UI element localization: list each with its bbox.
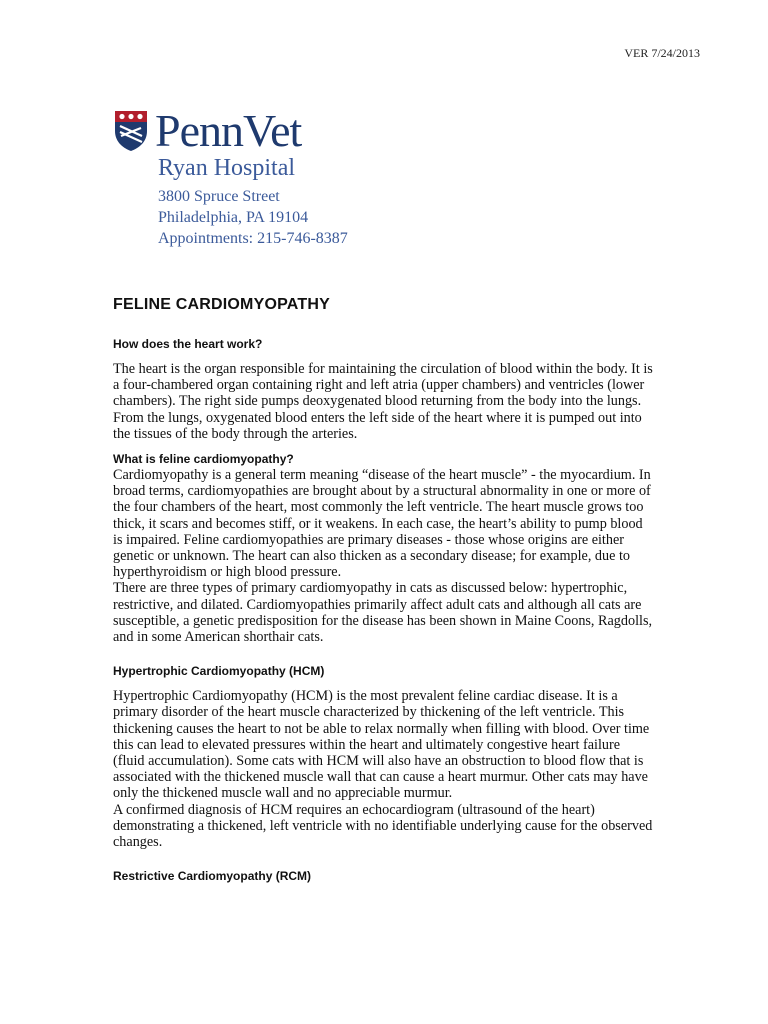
paragraph: The heart is the organ responsible for maintaining the circulation of blood within the body. It is a four-chambered organ containing right and left atria (upper chambers) and ventricles (lower chambers). The right side pumps deoxygenated blood returning from the body into the lungs. From the lungs, oxygenated blood enters the left side of the heart where it is pumped out into the tissues of the body through the arteries. [113,361,653,442]
street-address: 3800 Spruce Street [158,188,280,205]
appointments-phone: Appointments: 215-746-8387 [158,230,348,247]
document-body [113,296,653,893]
city-address: Philadelphia, PA 19104 [158,209,309,226]
paragraph: Hypertrophic Cardiomyopathy (HCM) is the most prevalent feline cardiac disease. It is a primary disorder of the heart muscle characterized by thickening of the left ventricle. This thickening causes the heart to not be able to relax normally when filling with blood. Over time this can lead to elevated pressures within the heart and ultimately congestive heart failure (fluid accumulation). Some cats with HCM will also have an obstruction to blood flow that is associated with the thickened muscle wall that can cause a heart murmur. Other cats may have only the thickened muscle wall and no appreciable murmur. [113,688,650,802]
brand-name: PennVet [155,105,302,156]
paragraph: There are three types of primary cardiomyopathy in cats as discussed below: hypertrophic, restrictive, and dilated. Cardiomyopathies primarily affect adult cats and although all cats are susceptible, a genetic predisposition for the disease has been shown in Maine Coons, Ragdolls, and in some American shorthair cats. [113,580,653,646]
paragraph: A confirmed diagnosis of HCM requires an echocardiogram (ultrasound of the heart) demonstrating a thickened, left ventricle with no identifiable underlying cause for the observed changes. [113,801,653,851]
paragraph: Cardiomyopathy is a general term meaning “disease of the heart muscle” - the myocardium. In broad terms, cardiomyopathies are brought about by a structural abnormality in one or more of the four chambers of the heart, most commonly the left ventricle. The heart muscle grows too thick, it scars and becomes stiff, or it weakens. In each case, the heart’s ability to pump blood is impaired. Feline cardiomyopathies are primary diseases - those whose origins are either genetic or unknown. The heart can also thicken as a secondary disease; for example, due to hyperthyroidism or high blood pressure. [113,467,651,581]
document-title: FELINE CARDIOMYOPATHY [113,296,330,313]
section-heading: How does the heart work? [113,337,263,351]
hospital-name: Ryan Hospital [158,155,296,181]
hospital-address-block [158,152,348,249]
section-heading: Restrictive Cardiomyopathy (RCM) [113,869,312,884]
pennvet-logo [113,105,302,156]
section-heading: What is feline cardiomyopathy? [113,452,294,467]
section-heading: Hypertrophic Cardiomyopathy (HCM) [113,664,325,679]
version-label: VER 7/24/2013 [624,46,700,60]
penn-shield-icon [113,109,149,153]
